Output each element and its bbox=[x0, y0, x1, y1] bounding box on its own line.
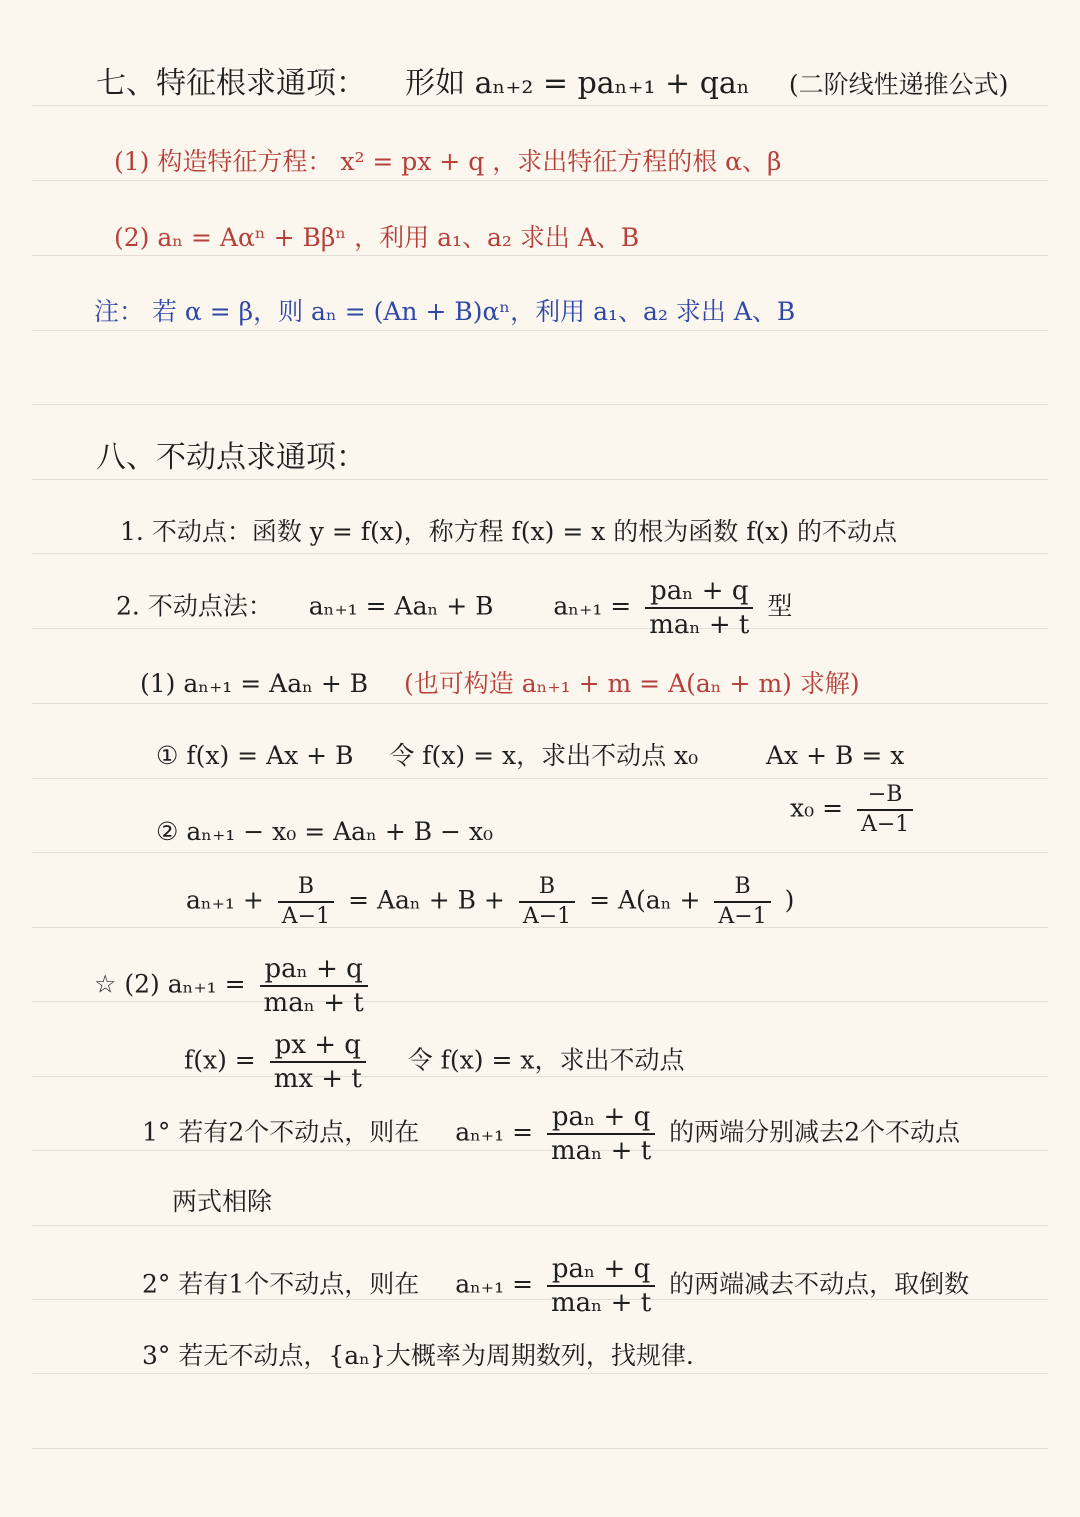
fraction-numerator: −B bbox=[857, 784, 913, 811]
sub1-text: 若有2个不动点，则在 bbox=[178, 1117, 420, 1147]
ruled-line bbox=[32, 1448, 1048, 1449]
fraction-denominator: A−1 bbox=[281, 904, 331, 929]
side-x0-row bbox=[790, 784, 919, 836]
type-word: 型 bbox=[767, 591, 793, 621]
case-number: (1) bbox=[140, 669, 176, 698]
fraction-denominator: maₙ + t bbox=[550, 1136, 652, 1166]
step3-lhs: aₙ₊₁ + bbox=[186, 885, 264, 915]
case1-hint: (也可构造 aₙ₊₁ + m = A(aₙ + m) 求解) bbox=[404, 669, 860, 698]
fraction-numerator: paₙ + q bbox=[260, 956, 368, 987]
ruled-line bbox=[32, 778, 1048, 779]
x0-fraction bbox=[857, 784, 913, 836]
fractional-recurrence-fraction bbox=[645, 578, 753, 638]
fraction-numerator: B bbox=[519, 876, 575, 903]
sub1-row bbox=[142, 1104, 960, 1164]
ruled-line bbox=[32, 1225, 1048, 1226]
step-text: 构造特征方程： bbox=[157, 147, 333, 176]
sub2-fraction bbox=[547, 1256, 655, 1316]
fixed-point-method-row bbox=[116, 578, 792, 638]
sub2-text: 若有1个不动点，则在 bbox=[178, 1269, 420, 1299]
fraction-denominator: maₙ + t bbox=[550, 1288, 652, 1318]
item-number: 2. bbox=[116, 591, 140, 621]
ruled-line bbox=[32, 852, 1048, 853]
fraction-denominator: A−1 bbox=[522, 904, 572, 929]
definition-text: 不动点：函数 y = f(x)，称方程 f(x) = x 的根为函数 f(x) 的不动点 bbox=[151, 517, 898, 546]
step-marker: ① bbox=[156, 741, 179, 770]
case2-lhs: aₙ₊₁ = bbox=[167, 969, 246, 999]
ruled-line bbox=[32, 105, 1048, 106]
sub1-fraction bbox=[547, 1104, 655, 1164]
fraction-numerator: B bbox=[278, 876, 334, 903]
section8-title: 八、不动点求通项： bbox=[96, 440, 366, 475]
ruled-line bbox=[32, 404, 1048, 405]
step-tail: ，求出特征方程的根 α、β bbox=[492, 147, 782, 176]
fraction-denominator: A−1 bbox=[718, 904, 767, 929]
fraction-numerator: paₙ + q bbox=[547, 1256, 655, 1287]
case1-step1-row bbox=[156, 736, 698, 776]
fraction-denominator: maₙ + t bbox=[649, 610, 750, 640]
step1-text: 令 f(x) = x，求出不动点 x₀ bbox=[389, 741, 699, 770]
fixed-point-definition-row bbox=[120, 512, 897, 552]
b-over-a-minus-1 bbox=[519, 876, 575, 928]
function-lhs: f(x) = bbox=[184, 1045, 256, 1075]
item-number: 1. bbox=[120, 517, 144, 546]
section8-heading-row bbox=[96, 438, 366, 478]
sub1-continuation: 两式相除 bbox=[172, 1187, 273, 1216]
step2-equation: aₙ₊₁ − x₀ = Aaₙ + B − x₀ bbox=[186, 817, 494, 846]
sub1-tail: 的两端分别减去2个不动点 bbox=[669, 1117, 961, 1147]
linear-recurrence: aₙ₊₁ = Aaₙ + B bbox=[308, 591, 494, 621]
case-number: (2) bbox=[124, 969, 160, 999]
section7-form-label: 形如 bbox=[405, 66, 466, 101]
closing-paren: ) bbox=[784, 885, 795, 915]
case1-row bbox=[140, 664, 860, 704]
case1-step3-row bbox=[186, 876, 794, 928]
fraction-denominator: A−1 bbox=[860, 812, 910, 837]
general-term-equation: aₙ = Aαⁿ + Bβⁿ bbox=[157, 223, 347, 252]
case2-fraction bbox=[260, 956, 368, 1016]
sub1-continuation-row bbox=[172, 1182, 272, 1222]
fraction-numerator: paₙ + q bbox=[547, 1104, 655, 1135]
star-icon: ☆ bbox=[94, 969, 117, 999]
ruled-line bbox=[32, 479, 1048, 480]
sub2-row bbox=[142, 1256, 969, 1316]
section7-heading-row bbox=[96, 64, 1008, 105]
step3-factored: = A(aₙ + bbox=[589, 885, 701, 915]
step3-middle: = Aaₙ + B + bbox=[348, 885, 505, 915]
function-tail: 令 f(x) = x，求出不动点 bbox=[407, 1045, 685, 1075]
sub-number: 1° bbox=[142, 1117, 171, 1147]
b-over-a-minus-1 bbox=[278, 876, 334, 928]
case1-equation: aₙ₊₁ = Aaₙ + B bbox=[183, 669, 369, 698]
side-equation bbox=[766, 736, 904, 776]
note-label: 注： bbox=[94, 297, 145, 326]
sub2-lhs: aₙ₊₁ = bbox=[455, 1269, 534, 1299]
section7-title: 七、特征根求通项： bbox=[96, 66, 366, 101]
sub-number: 3° bbox=[142, 1341, 171, 1370]
method-label: 不动点法： bbox=[147, 591, 273, 621]
note-text: 若 α = β，则 aₙ = (An + B)αⁿ，利用 a₁、a₂ 求出 A、B bbox=[151, 297, 796, 326]
fraction-numerator: B bbox=[714, 876, 770, 903]
case2-function-row bbox=[184, 1032, 684, 1092]
sub3-row bbox=[142, 1336, 694, 1376]
ruled-line bbox=[32, 553, 1048, 554]
case2-row bbox=[94, 956, 374, 1016]
section7-step1-row bbox=[114, 142, 782, 182]
case1-step2-row bbox=[156, 812, 493, 852]
fraction-numerator: px + q bbox=[270, 1032, 366, 1063]
sub2-tail: 的两端减去不动点，取倒数 bbox=[669, 1269, 970, 1299]
step-tail: ，利用 a₁、a₂ 求出 A、B bbox=[354, 223, 640, 252]
step1-equation: f(x) = Ax + B bbox=[186, 741, 354, 770]
fraction-numerator: paₙ + q bbox=[645, 578, 753, 609]
function-fraction bbox=[270, 1032, 366, 1092]
step-number: (1) bbox=[114, 147, 150, 176]
step-number: (2) bbox=[114, 223, 150, 252]
section7-form-equation: aₙ₊₂ = paₙ₊₁ + qaₙ bbox=[474, 66, 750, 101]
sub1-lhs: aₙ₊₁ = bbox=[455, 1117, 534, 1147]
section7-note-row bbox=[94, 292, 795, 332]
step-marker: ② bbox=[156, 817, 179, 846]
section7-form-note: (二阶线性递推公式) bbox=[788, 70, 1009, 99]
section7-step2-row bbox=[114, 218, 639, 258]
side-equation-text: Ax + B = x bbox=[766, 741, 905, 770]
fraction-denominator: mx + t bbox=[273, 1064, 362, 1094]
fraction-denominator: maₙ + t bbox=[263, 988, 364, 1018]
b-over-a-minus-1 bbox=[714, 876, 770, 928]
sub-number: 2° bbox=[142, 1269, 171, 1299]
characteristic-equation: x² = px + q bbox=[340, 147, 485, 176]
fractional-recurrence-lhs: aₙ₊₁ = bbox=[553, 591, 632, 621]
x0-lhs: x₀ = bbox=[790, 793, 844, 823]
sub3-text: 若无不动点，{aₙ}大概率为周期数列，找规律. bbox=[178, 1341, 694, 1370]
